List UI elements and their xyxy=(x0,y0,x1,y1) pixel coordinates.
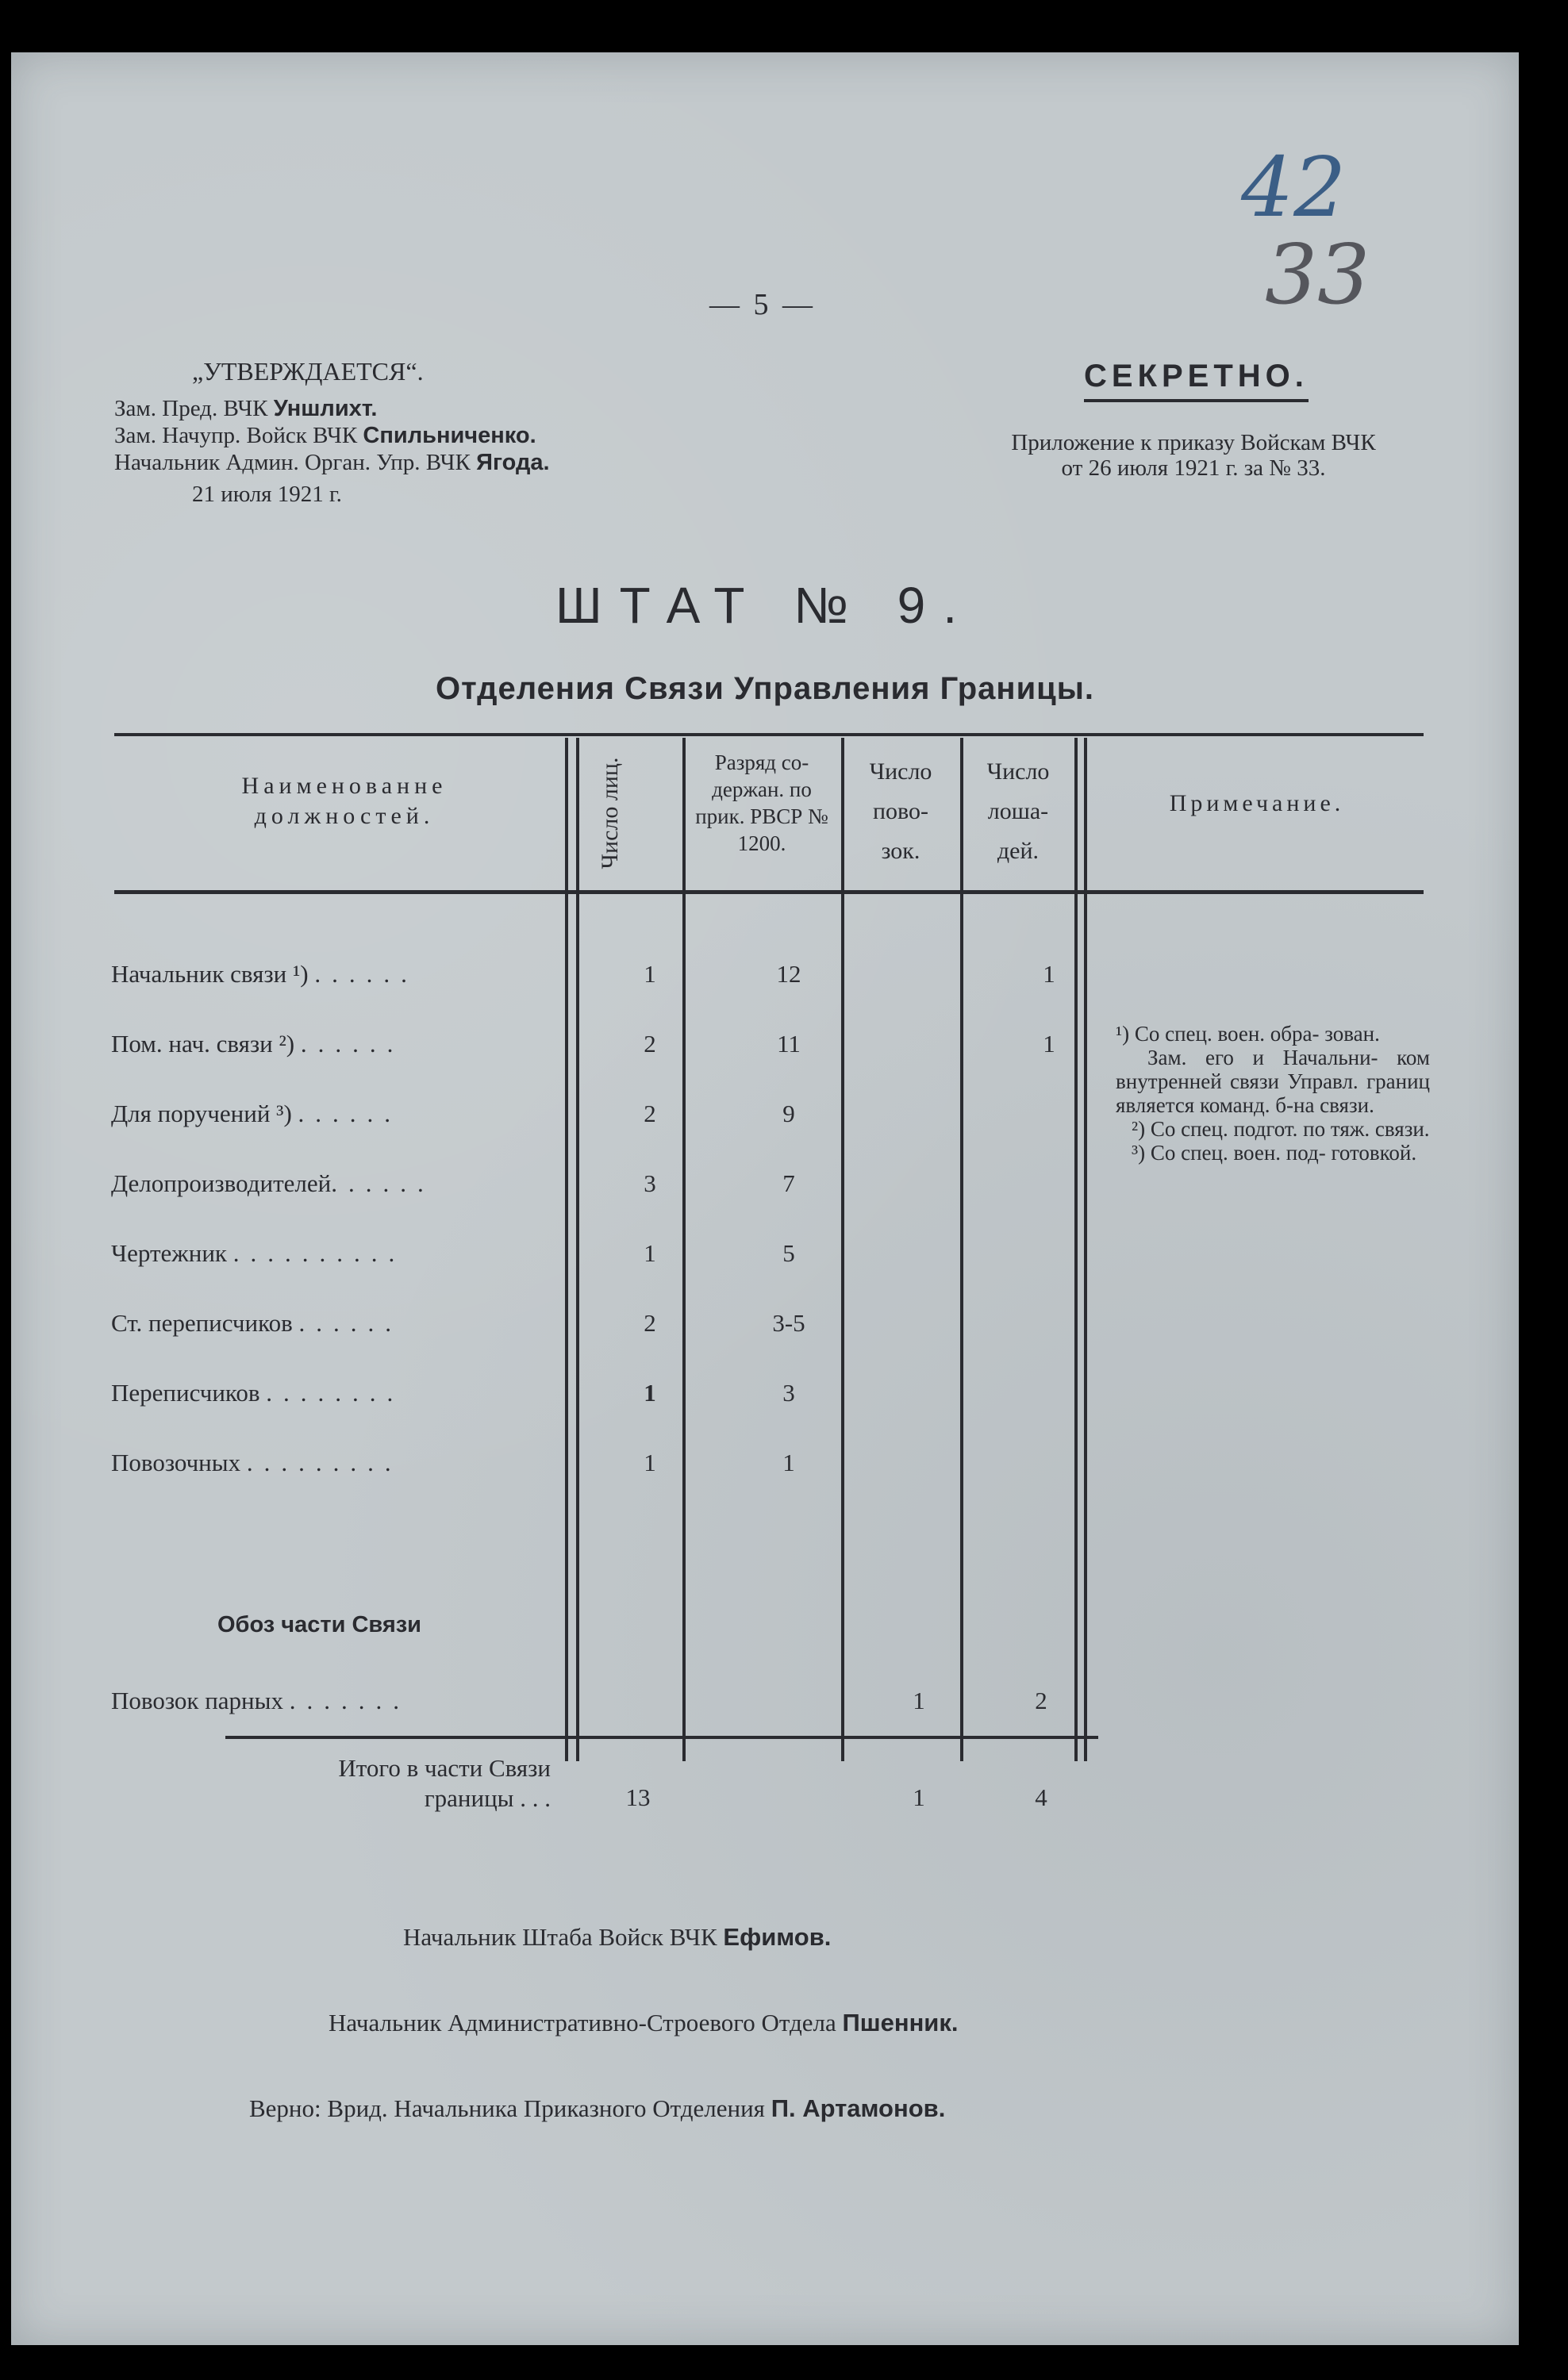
approver-name: Уншлихт. xyxy=(273,396,378,421)
header-grade: Разряд со- держан. по прик. РВСР № 1200. xyxy=(695,750,828,855)
approval-line: Зам. Начупр. Войск ВЧК Спильниченко. xyxy=(114,423,536,448)
total-persons: 13 xyxy=(625,1783,651,1811)
cell-carts: 1 xyxy=(913,1687,925,1714)
section-heading: Обоз части Связи xyxy=(217,1612,422,1637)
cell-grade: 3-5 xyxy=(772,1309,805,1337)
total-horses: 4 xyxy=(1035,1783,1047,1811)
cell-persons: 2 xyxy=(644,1030,656,1058)
note-item: ²) Со спец. подгот. по тяж. связи. xyxy=(1132,1117,1430,1141)
approval-line: Зам. Пред. ВЧК Уншлихт. xyxy=(114,396,378,421)
cell-horses: 1 xyxy=(1043,1030,1055,1058)
signatory-name: П. Артамонов. xyxy=(771,2094,946,2122)
table-row-label: Для поручений ³) ...... xyxy=(111,1100,402,1127)
cell-persons: 1 xyxy=(644,1239,656,1267)
handwritten-number-bottom: 33 xyxy=(1265,226,1370,323)
appendix-note: Приложение к приказу Войскам ВЧК от 26 июля 1921 г. за № 33. xyxy=(1011,430,1376,481)
cell-grade: 1 xyxy=(782,1449,795,1476)
document-page xyxy=(11,52,1519,2345)
cell-horses: 1 xyxy=(1043,960,1055,988)
cell-grade: 7 xyxy=(782,1169,795,1197)
column-divider xyxy=(1084,738,1087,1761)
cell-persons: 1 xyxy=(644,1379,656,1407)
cell-horses: 2 xyxy=(1035,1687,1047,1714)
cell-grade: 5 xyxy=(782,1239,795,1267)
table-row-label: Повозок парных ....... xyxy=(111,1687,410,1714)
table-row-label: Переписчиков ........ xyxy=(111,1379,405,1407)
classification-stamp: СЕКРЕТНО. xyxy=(1084,359,1309,402)
table-notes xyxy=(1116,1022,1430,1165)
page-number: — 5 — xyxy=(709,288,816,321)
cell-grade: 9 xyxy=(782,1100,795,1127)
table-row-label: Повозочных ......... xyxy=(111,1449,402,1476)
cell-persons: 1 xyxy=(644,960,656,988)
column-divider xyxy=(576,738,579,1761)
total-label: Итого в части Связи границы . . . xyxy=(338,1754,551,1812)
total-rule xyxy=(225,1736,1098,1739)
cell-persons: 2 xyxy=(644,1100,656,1127)
signature-line: Верно: Врид. Начальника Приказного Отделения П. Артамонов. xyxy=(249,2094,946,2122)
approval-heading: „УТВЕРЖДАЕТСЯ“. xyxy=(192,357,424,386)
approver-name: Ягода. xyxy=(476,450,550,475)
signature-line: Начальник Административно-Строевого Отдела Пшенник. xyxy=(329,2009,959,2036)
table-row-label: Ст. переписчиков ...... xyxy=(111,1309,402,1337)
header-notes: Примечание. xyxy=(1169,790,1345,816)
column-divider xyxy=(960,738,963,1761)
header-horses: Число лоша- дей. xyxy=(986,758,1050,864)
handwritten-number-top: 42 xyxy=(1241,139,1347,236)
cell-grade: 11 xyxy=(777,1030,801,1058)
cell-grade: 12 xyxy=(776,960,801,988)
table-header-rule xyxy=(114,890,1424,894)
signatory-name: Ефимов. xyxy=(723,1923,832,1951)
column-divider xyxy=(1074,738,1078,1761)
approval-date: 21 июля 1921 г. xyxy=(192,482,342,507)
note-item: ¹) Со спец. воен. обра- зован. xyxy=(1116,1022,1380,1046)
column-divider xyxy=(841,738,844,1761)
header-persons: Число лиц. xyxy=(597,757,623,869)
cell-grade: 3 xyxy=(782,1379,795,1407)
cell-persons: 2 xyxy=(644,1309,656,1337)
signature-line: Начальник Штаба Войск ВЧК Ефимов. xyxy=(403,1923,832,1951)
column-divider xyxy=(565,738,568,1761)
approver-name: Спильниченко. xyxy=(363,423,536,448)
approval-line: Начальник Админ. Орган. Упр. ВЧК Ягода. xyxy=(114,450,550,475)
document-subtitle: Отделения Связи Управления Границы. xyxy=(435,671,1095,706)
header-position: Наименованне должностей. xyxy=(241,773,448,829)
table-top-rule xyxy=(114,733,1424,736)
cell-persons: 3 xyxy=(644,1169,656,1197)
table-row-label: Пом. нач. связи ²) ...... xyxy=(111,1030,405,1058)
note-item: Зам. его и Начальни- ком внутренней связи Управл. границ является команд. б-на связи. xyxy=(1116,1046,1430,1117)
header-carts: Число пово- зок. xyxy=(869,758,932,864)
column-divider xyxy=(682,738,686,1761)
signatory-name: Пшенник. xyxy=(842,2009,959,2036)
note-item: ³) Со спец. воен. под- готовкой. xyxy=(1132,1141,1417,1165)
document-title: ШТАТ № 9. xyxy=(555,577,974,634)
total-carts: 1 xyxy=(913,1783,925,1811)
table-row-label: Начальник связи ¹) ...... xyxy=(111,960,418,988)
table-row-label: Делопроизводителей...... xyxy=(111,1169,435,1197)
approval-block xyxy=(114,395,550,476)
table-row-label: Чертежник .......... xyxy=(111,1239,406,1267)
cell-persons: 1 xyxy=(644,1449,656,1476)
